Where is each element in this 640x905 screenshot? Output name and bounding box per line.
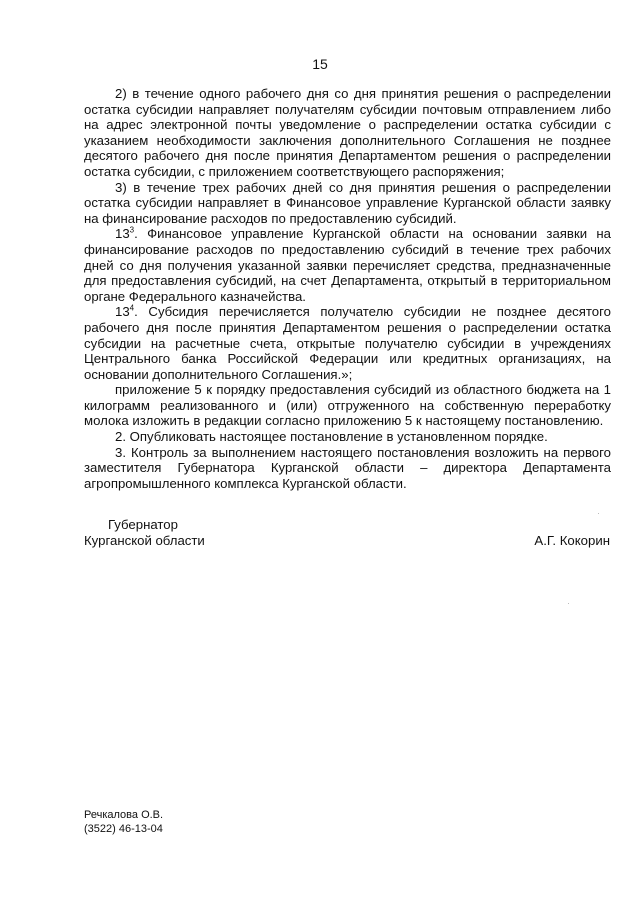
paragraph-publish: 2. Опубликовать настоящее постановление в установленном порядке. bbox=[115, 429, 548, 445]
paragraph-item-2: 2) в течение одного рабочего дня со дня принятия решения о распределении остатка субсидии направляет получателям субсидии почтовым отправлением либо на адрес электронной почты уведомление о распределении остатка субсидии с указанием необходимости заключения дополнительного Соглашения не позднее десятого рабочего дня после принятия Департаментом решения о распределении остатка субсидии, с приложением соответствующего распоряжения; bbox=[84, 86, 611, 179]
signature-title-line2: Курганской области bbox=[84, 533, 205, 548]
point-text: . Финансовое управление Курганской области на основании заявки на финансирование расходов по предоставлению субсидий в течение трех рабочих дней со дня получения указанной заявки перечисляет средства, предназначенные для предоставления субсидий, на счет Департамента, открытый в территориальном органе Федерального казначейства. bbox=[84, 226, 611, 304]
paragraph-point-13-4 bbox=[84, 304, 611, 382]
paragraph-appendix-5: приложение 5 к порядку предоставления субсидий из областного бюджета на 1 килограмм реализованного и (или) отгруженного на собственную переработку молока изложить в редакции согласно приложению 5 к настоящему постановлению. bbox=[84, 382, 611, 429]
page-number: 15 bbox=[312, 56, 328, 72]
paragraph-point-13-3 bbox=[84, 226, 611, 304]
signature-name: А.Г. Кокорин bbox=[534, 533, 610, 548]
point-number: 13 bbox=[115, 226, 130, 242]
point-text: . Субсидия перечисляется получателю субсидии не позднее десятого рабочего дня после принятия Департаментом решения о распределении остатка субсидии на расчетные счета, открытые получателю субсидии в учреждениях Центрального банка Российской Федерации или кредитных организациях, на основании дополнительного Соглашения.»; bbox=[84, 304, 611, 382]
paragraph-control: 3. Контроль за выполнением настоящего постановления возложить на первого заместителя Губернатора Курганской области – директора Департамента агропромышленного комплекса Курганской области. bbox=[84, 444, 611, 491]
paragraph-item-3: 3) в течение трех рабочих дней со дня принятия решения о распределении остатка субсидии направляет в Финансовое управление Курганской области заявку на финансирование расходов по предоставлению субсидий. bbox=[84, 179, 611, 226]
document-body bbox=[84, 86, 611, 491]
point-superscript: 4 bbox=[129, 303, 135, 313]
signature-title-line1: Губернатор bbox=[108, 517, 178, 532]
scan-speck bbox=[598, 513, 599, 514]
executor-block bbox=[84, 808, 163, 836]
executor-phone: (3522) 46-13-04 bbox=[84, 823, 163, 835]
executor-name: Речкалова О.В. bbox=[84, 809, 164, 821]
point-superscript: 3 bbox=[129, 225, 135, 235]
signature-title bbox=[84, 517, 205, 549]
point-number: 13 bbox=[115, 304, 130, 320]
scan-speck bbox=[568, 603, 569, 604]
